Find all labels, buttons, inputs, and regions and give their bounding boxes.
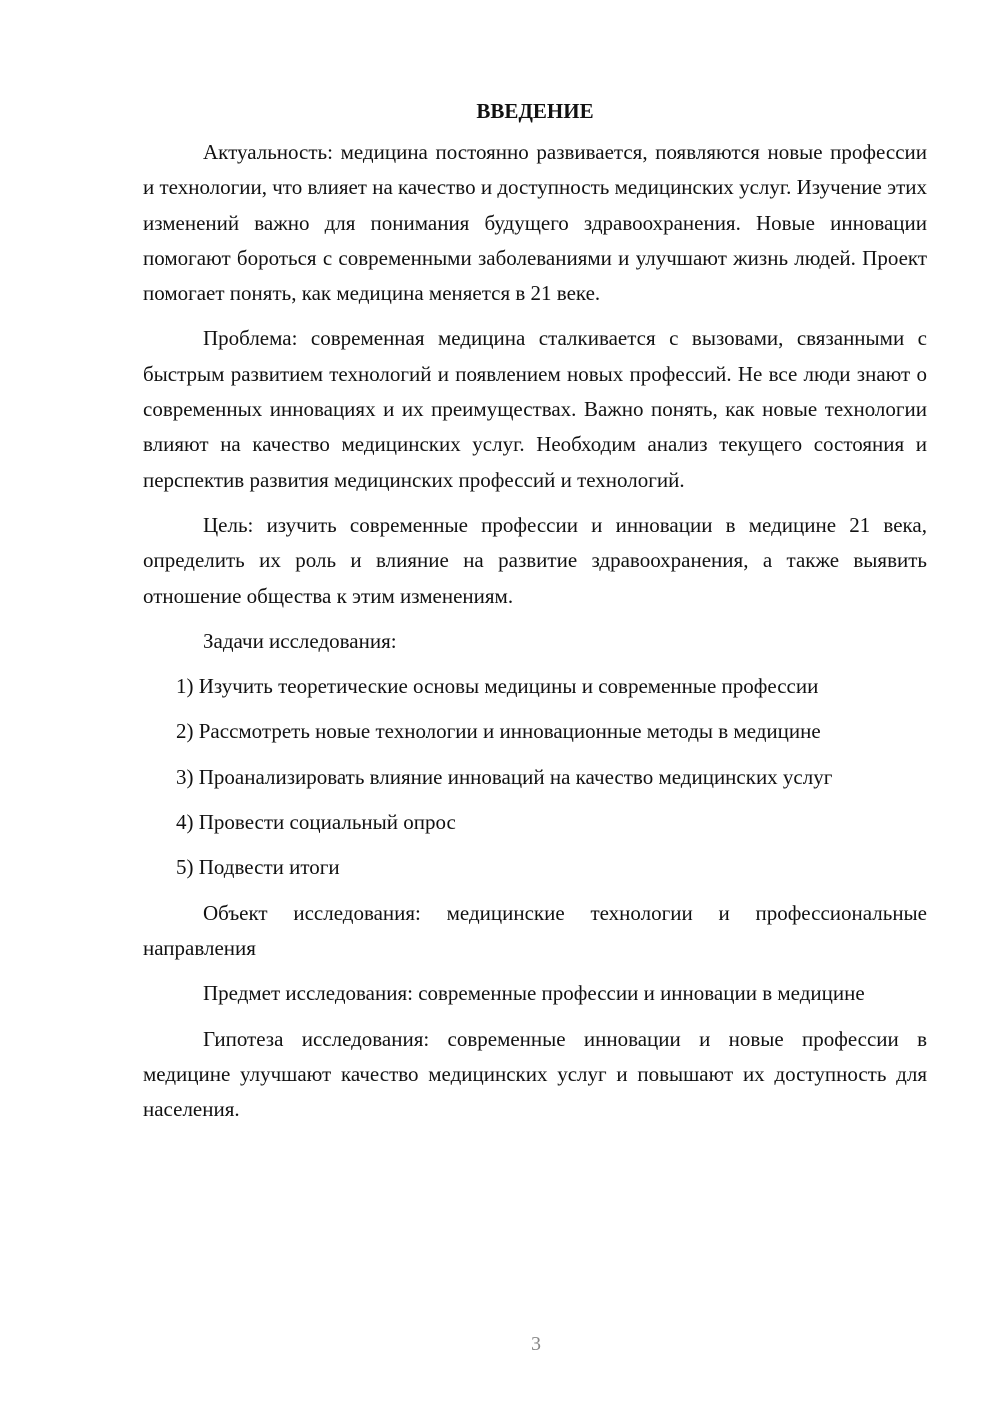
paragraph-object: Объект исследования: медицинские технологии и профессиональные направления <box>143 900 927 960</box>
task-item-3: 3) Проанализировать влияние инноваций на качество медицинских услуг <box>176 764 833 789</box>
text-column <box>143 97 927 1137</box>
paragraph-goal: Цель: изучить современные профессии и инновации в медицине 21 века, определить их роль и влияние на развитие здравоохранения, а также выявить отношение общества к этим изменениям. <box>143 512 927 608</box>
paragraph-hypothesis: Гипотеза исследования: современные инновации и новые профессии в медицине улучшают качество медицинских услуг и повышают их доступность для населения. <box>143 1026 927 1122</box>
paragraph-relevance: Актуальность: медицина постоянно развивается, появляются новые профессии и технологии, что влияет на качество и доступность медицинских услуг. Изучение этих изменений важно для понимания будущего здравоохранения. Новые инновации помогают бороться с современными заболеваниями и улучшают жизнь людей. Проект помогает понять, как медицина меняется в 21 веке. <box>143 140 927 306</box>
page-number: 3 <box>531 1333 541 1355</box>
task-item-1: 1) Изучить теоретические основы медицины и современные профессии <box>176 674 819 699</box>
task-item-4: 4) Провести социальный опрос <box>176 810 456 835</box>
task-item-2: 2) Рассмотреть новые технологии и инновационные методы в медицине <box>176 719 821 744</box>
paragraph-subject: Предмет исследования: современные профессии и инновации в медицине <box>203 981 865 1006</box>
tasks-heading: Задачи исследования: <box>203 628 397 653</box>
page-title: ВВЕДЕНИЕ <box>476 99 594 123</box>
paragraph-problem: Проблема: современная медицина сталкивается с вызовами, связанными с быстрым развитием технологий и появлением новых профессий. Не все люди знают о современных инновациях и их преимуществах. Важно понять, как новые технологии влияют на качество медицинских услуг. Необходим анализ текущего состояния и перспектив развития медицинских профессий и технологий. <box>143 326 927 492</box>
task-item-5: 5) Подвести итоги <box>176 855 340 880</box>
